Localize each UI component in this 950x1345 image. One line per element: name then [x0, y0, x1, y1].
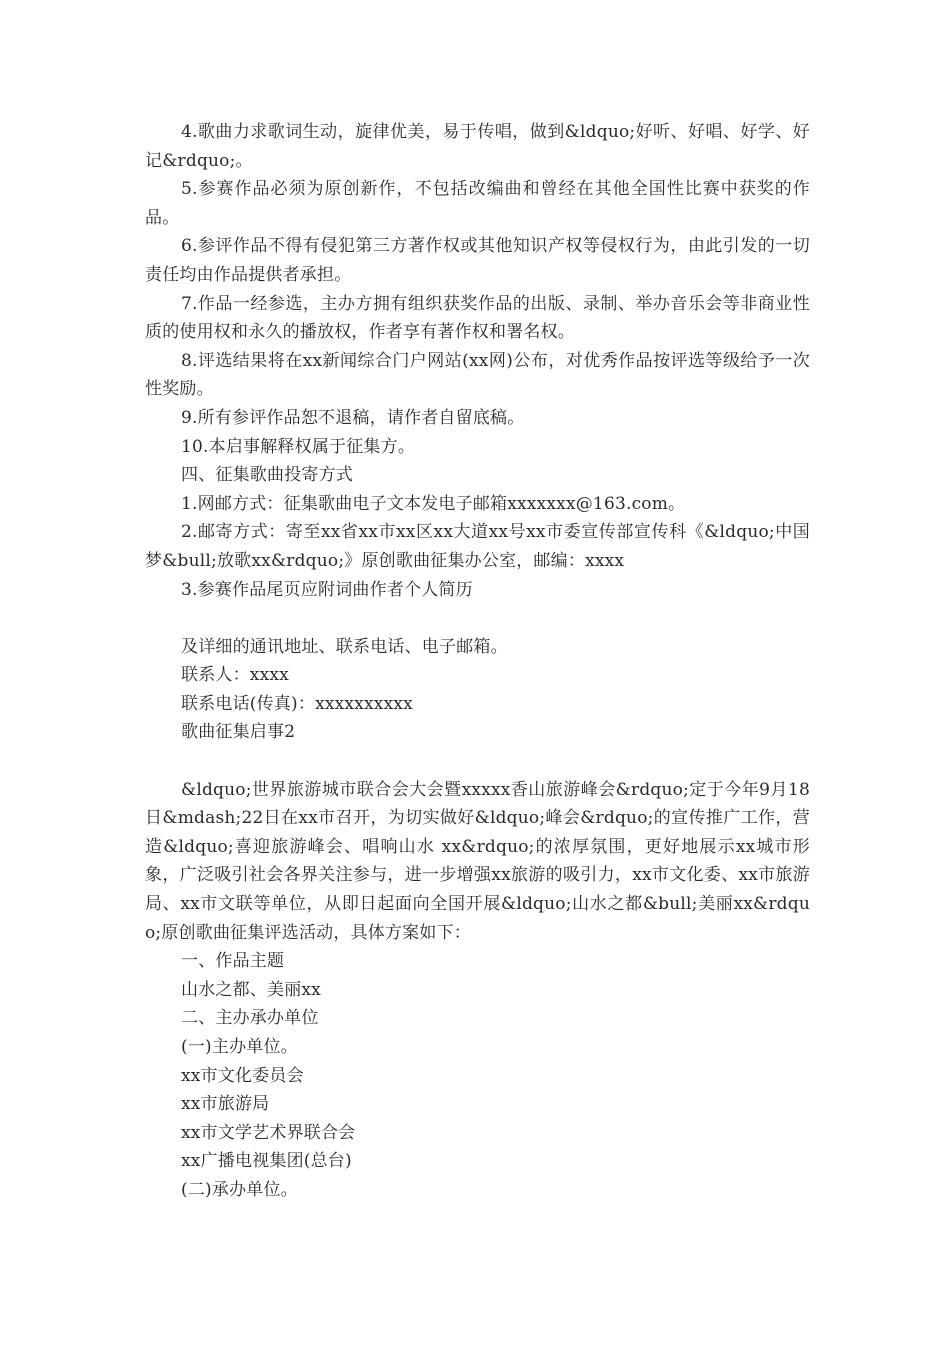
organizer-item: xx市文化委员会	[181, 1065, 304, 1086]
paragraph-contact-details: 及详细的通讯地址、联系电话、电子邮箱。	[181, 636, 508, 657]
paragraph-rule-8: 8.评选结果将在xx新闻综合门户网站(xx网)公布，对优秀作品按评选等级给予一次性奖励。	[145, 350, 810, 400]
blank-line	[145, 747, 810, 776]
paragraph-contact-person: 联系人：xxxx	[181, 665, 289, 686]
paragraph-rule-4: 4.歌曲力求歌词生动，旋律优美，易于传唱，做到&ldquo;好听、好唱、好学、好记&rdquo;。	[145, 122, 810, 171]
paragraph-theme: 山水之都、美丽xx	[181, 979, 321, 1000]
blank-line	[145, 604, 810, 633]
paragraph-resume: 3.参赛作品尾页应附词曲作者个人简历	[181, 579, 473, 600]
document-body	[145, 118, 810, 1205]
organizer-item: xx市文学艺术界联合会	[181, 1122, 356, 1143]
organizer-item: xx市旅游局	[181, 1094, 270, 1115]
paragraph-rule-6: 6.参评作品不得有侵犯第三方著作权或其他知识产权等侵权行为，由此引发的一切责任均由作品提供者承担。	[145, 236, 810, 285]
section-heading-theme: 一、作品主题	[181, 951, 285, 972]
subheading-co-organizer: (二)承办单位。	[181, 1179, 298, 1200]
paragraph-rule-7: 7.作品一经参选，主办方拥有组织获奖作品的出版、录制、举办音乐会等非商业性质的使用权和永久的播放权，作者享有著作权和署名权。	[145, 293, 810, 343]
paragraph-rule-9: 9.所有参评作品恕不退稿，请作者自留底稿。	[181, 407, 525, 428]
paragraph-rule-10: 10.本启事解释权属于征集方。	[181, 436, 416, 457]
paragraph-rule-5: 5.参赛作品必须为原创新作，不包括改编曲和曾经在其他全国性比赛中获奖的作品。	[145, 179, 810, 228]
paragraph-mail-method: 2.邮寄方式：寄至xx省xx市xx区xx大道xx号xx市委宣传部宣传科《&ldquo;中国梦&bull;放歌xx&rdquo;》原创歌曲征集办公室，邮编：xxxx	[145, 522, 810, 571]
paragraph-email-method: 1.网邮方式：征集歌曲电子文本发电子邮箱xxxxxxx@163.com。	[181, 493, 686, 514]
section-heading-organizers: 二、主办承办单位	[181, 1008, 319, 1029]
paragraph-intro: &ldquo;世界旅游城市联合会大会暨xxxxx香山旅游峰会&rdquo;定于今年9月18日&mdash;22日在xx市召开，为切实做好&ldquo;峰会&rdquo;的宣传推广工作，营造&ldquo;喜迎旅游峰会、唱响山水 xx&rdquo;的浓厚氛围，更好地展示xx城市形象，广泛吸引社会各界关注参与，进一步增强xx旅游的吸引力，xx市文化委、xx市旅游局、xx市文联等单位，从即日起面向全国开展&ldquo;山水之都&bull;美丽xx&rdquo;原创歌曲征集评选活动，具体方案如下：	[145, 779, 810, 943]
paragraph-notice-title-2: 歌曲征集启事2	[181, 722, 296, 743]
section-heading-submission: 四、征集歌曲投寄方式	[181, 465, 353, 486]
paragraph-contact-phone: 联系电话(传真)：xxxxxxxxxx	[181, 693, 413, 714]
subheading-host: (一)主办单位。	[181, 1037, 298, 1057]
organizer-item: xx广播电视集团(总台)	[181, 1151, 352, 1172]
